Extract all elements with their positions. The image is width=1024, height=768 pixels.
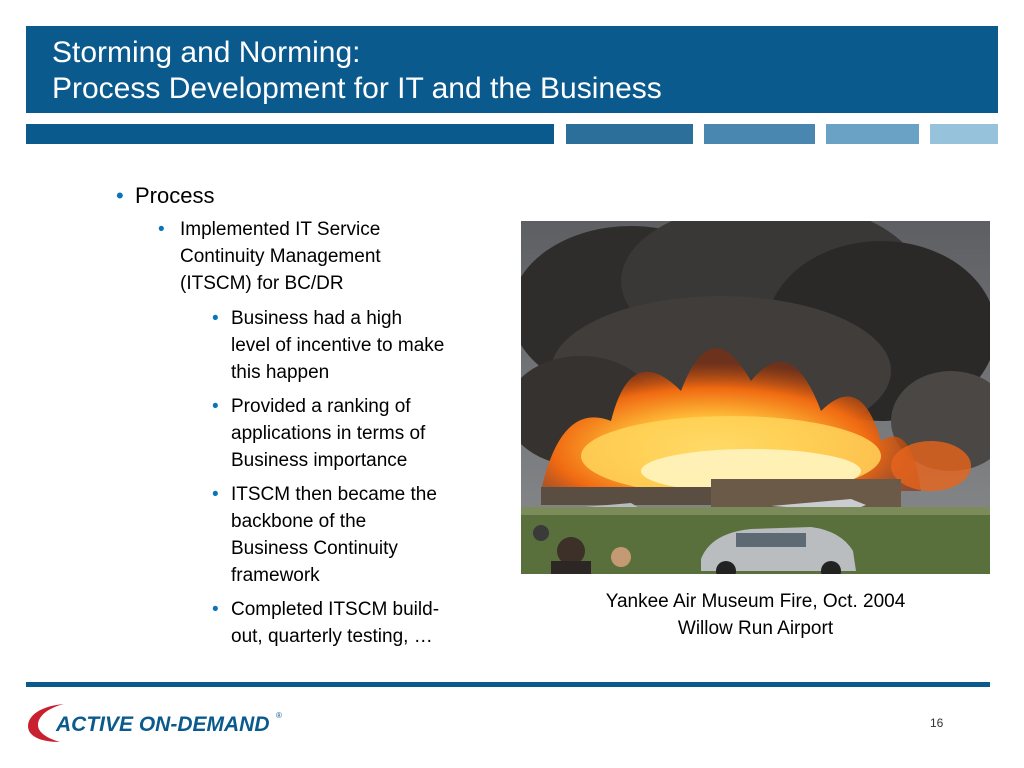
bullet-backbone-line-4: framework	[231, 565, 320, 586]
bullet-completed-line-1: Completed ITSCM build-	[231, 599, 440, 620]
header-stripe-4	[826, 124, 919, 144]
bullet-dot-icon: •	[212, 484, 219, 505]
bullet-incentive-line-3: this happen	[231, 362, 330, 383]
bullet-dot-icon: •	[212, 308, 219, 329]
bullet-backbone-line-3: Business Continuity	[231, 538, 398, 559]
page-number: 16	[930, 716, 944, 730]
bullet-completed-line-2: out, quarterly testing, …	[231, 626, 433, 647]
slide-title-line-2: Process Development for IT and the Business	[52, 72, 662, 105]
bullet-itscm-line-2: Continuity Management	[180, 246, 381, 267]
bullet-dot-icon: •	[212, 599, 219, 620]
slide-title-line-1: Storming and Norming:	[52, 36, 361, 69]
header-stripe-5	[930, 124, 998, 144]
footer-rule	[26, 682, 990, 687]
bullet-backbone-line-1: ITSCM then became the	[231, 484, 437, 505]
bullet-dot-icon: •	[158, 219, 165, 240]
bullet-process: Process	[135, 183, 215, 208]
bullet-ranking-line-3: Business importance	[231, 450, 408, 471]
bullet-itscm-line-1: Implemented IT Service	[180, 219, 381, 240]
bullet-itscm-line-3: (ITSCM) for BC/DR	[180, 273, 344, 294]
bullet-dot-icon: •	[212, 396, 219, 417]
bullet-incentive-line-1: Business had a high	[231, 308, 403, 329]
header-stripe-3	[704, 124, 815, 144]
logo-text: ACTIVE ON-DEMAND	[56, 713, 270, 736]
title-bar	[26, 26, 998, 113]
bullet-ranking-line-2: applications in terms of	[231, 423, 426, 444]
bullet-backbone-line-2: backbone of the	[231, 511, 367, 532]
bullet-ranking-line-1: Provided a ranking of	[231, 396, 411, 417]
bullet-dot-icon: •	[116, 183, 124, 208]
museum-fire-photo	[521, 221, 990, 574]
active-on-demand-logo	[26, 700, 296, 745]
header-stripe-2	[566, 124, 693, 144]
logo-registered-mark: ®	[276, 711, 282, 720]
photo-caption-line-1: Yankee Air Museum Fire, Oct. 2004	[605, 591, 906, 612]
header-stripe-1	[26, 124, 554, 144]
photo-caption-line-2: Willow Run Airport	[677, 618, 834, 639]
bullet-incentive-line-2: level of incentive to make	[231, 335, 445, 356]
